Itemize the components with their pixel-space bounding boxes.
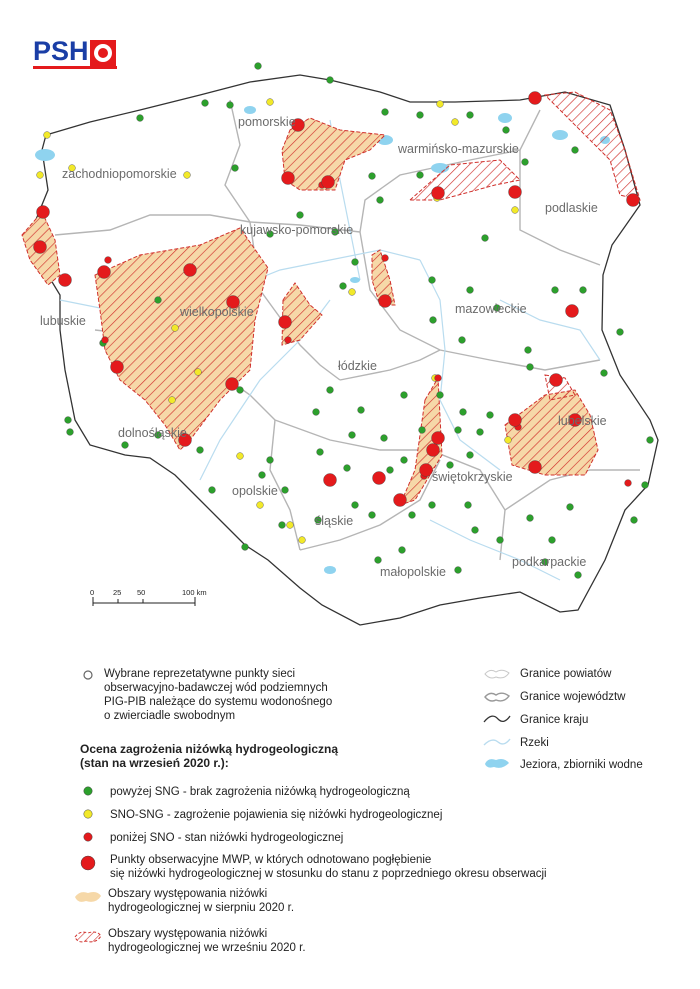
scale-tick-50: 50 — [137, 588, 146, 597]
legend-red-big-line-1: Punkty obserwacyjne MWP, w których odnotowano pogłębienie — [110, 854, 432, 866]
point-red-big-icon — [80, 855, 96, 871]
region-label-podlaskie: podlaskie — [545, 201, 598, 215]
region-label-warminsko-mazurskie: warmińsko-mazurskie — [398, 142, 519, 156]
legend — [0, 655, 700, 989]
points-intro-line: obserwacyjno-badawczej wód podziemnych — [104, 682, 328, 694]
points-intro-line: Wybrane reprezetatywne punkty sieci — [104, 668, 296, 680]
legend-jeziora: Jeziora, zbiorniki wodne — [520, 759, 643, 771]
region-label-lodzkie: łódzkie — [338, 359, 377, 373]
legend-red-big-line-2: się niżówki hydrogeologicznej w stosunku do stanu z poprzedniego okresu obserwacji — [110, 868, 547, 880]
assessment-heading-line-2: (stan na wrzesień 2020 r.): — [80, 756, 229, 770]
region-label-lubelskie: lubelskie — [558, 414, 607, 428]
region-label-swietokrzyskie: świętokrzyskie — [432, 470, 513, 484]
voivodeship-border-icon — [482, 690, 512, 704]
legend-september-line-1: Obszary występowania niżówki — [108, 928, 268, 940]
region-label-slaskie: śląskie — [315, 514, 354, 528]
region-label-zachodniopomorskie: zachodniopomorskie — [62, 167, 177, 181]
region-label-dolnoslaskie: dolnośląskie — [118, 426, 187, 440]
scale-tick-25: 25 — [113, 588, 122, 597]
legend-granice-kraju: Granice kraju — [520, 714, 589, 726]
points-intro-line: PIG-PIB należące do systemu wodonośnego — [104, 696, 333, 708]
lake-icon — [482, 755, 512, 771]
legend-red-big — [110, 853, 547, 881]
august-area-icon — [72, 888, 104, 906]
legend-granice-wojewodztw: Granice województw — [520, 691, 626, 703]
points-intro — [104, 667, 394, 723]
region-label-pomorskie: pomorskie — [238, 115, 296, 129]
legend-rzeki: Rzeki — [520, 737, 549, 749]
region-label-podkarpackie: podkarpackie — [512, 555, 587, 569]
legend-granice-powiatow: Granice powiatów — [520, 668, 612, 680]
region-label-kujawsko-pomorskie: kujawsko-pomorskie — [240, 223, 354, 237]
legend-august-line-2: hydrogeologicznej w sierpniu 2020 r. — [108, 902, 295, 914]
scale-bar — [90, 588, 207, 606]
assessment-heading-line-1: Ocena zagrożenia niżówką hydrogeologiczną — [80, 742, 339, 756]
point-red-small-icon — [82, 831, 94, 843]
points-intro-line: o zwierciadle swobodnym — [104, 710, 236, 722]
legend-yellow: SNO-SNG - zagrożenie pojawienia się niżówki hydrogeologicznej — [110, 809, 443, 821]
river-icon — [482, 735, 512, 749]
legend-green: powyżej SNG - brak zagrożenia niżówką hydrogeologiczną — [110, 786, 410, 798]
scale-tick-100: 100 km — [182, 588, 207, 597]
point-green-icon — [82, 785, 94, 797]
september-area-icon — [72, 928, 104, 946]
region-label-malopolskie: małopolskie — [380, 565, 447, 579]
region-label-opolskie: opolskie — [232, 484, 278, 498]
region-label-lubuskie: lubuskie — [40, 314, 86, 328]
region-label-mazowieckie: mazowieckie — [455, 302, 527, 316]
hollow-point-icon — [82, 669, 94, 681]
logo-text: PSH — [33, 36, 89, 66]
legend-september — [108, 927, 306, 955]
region-label-wielkopolskie: wielkopolskie — [180, 305, 254, 319]
legend-september-line-2: hydrogeologicznej we wrześniu 2020 r. — [108, 942, 306, 954]
district-border-icon — [482, 667, 512, 681]
scale-tick-0: 0 — [90, 588, 95, 597]
legend-august-line-1: Obszary występowania niżówki — [108, 888, 268, 900]
point-yellow-icon — [82, 808, 94, 820]
assessment-heading — [80, 742, 338, 770]
psh-logo — [33, 36, 117, 69]
legend-august — [108, 887, 294, 915]
legend-red-small: poniżej SNO - stan niżówki hydrogeologicznej — [110, 832, 344, 844]
country-border-icon — [482, 712, 512, 726]
